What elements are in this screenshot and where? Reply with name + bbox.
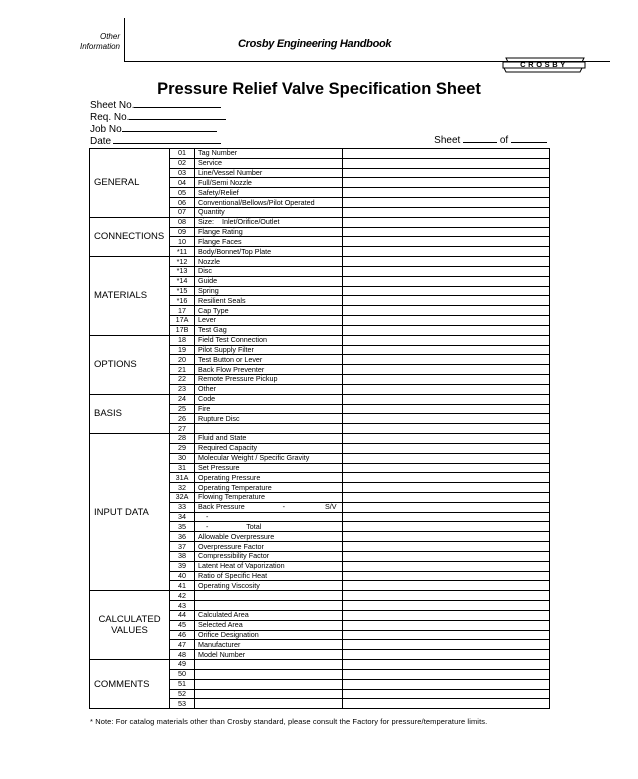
item-label: Fluid and State — [195, 434, 343, 444]
item-number: 31 — [170, 463, 195, 473]
table-row — [90, 660, 550, 670]
item-label: Model Number — [195, 650, 343, 660]
item-label: Back Flow Preventer — [195, 365, 343, 375]
sheet-of-field — [434, 134, 547, 146]
date-label: Date — [90, 136, 112, 147]
item-label: Safety/Relief — [195, 188, 343, 198]
sheet-no-blank[interactable] — [134, 98, 221, 108]
item-number: 32A — [170, 492, 195, 502]
table-row — [90, 591, 550, 601]
item-number: 50 — [170, 669, 195, 679]
item-value-cell[interactable] — [343, 257, 550, 267]
item-value-cell[interactable] — [343, 522, 550, 532]
item-number: 18 — [170, 335, 195, 345]
item-value-cell[interactable] — [343, 571, 550, 581]
item-label: Field Test Connection — [195, 335, 343, 345]
item-value-cell[interactable] — [343, 443, 550, 453]
item-label: Full/Semi Nozzle — [195, 178, 343, 188]
item-number: 04 — [170, 178, 195, 188]
item-number: 41 — [170, 581, 195, 591]
page-title: Pressure Relief Valve Specification Sheet — [157, 80, 481, 98]
item-number: 19 — [170, 345, 195, 355]
section-label: CALCULATED VALUES — [90, 591, 170, 660]
item-label: Conventional/Bellows/Pilot Operated — [195, 198, 343, 208]
footnote: * Note: For catalog materials other than Crosby standard, please consult the Factory for pressure/temperature limits. — [90, 717, 488, 726]
item-value-cell[interactable] — [343, 473, 550, 483]
item-value-cell[interactable] — [343, 699, 550, 709]
item-label: Cap Type — [195, 306, 343, 316]
item-label: Set Pressure — [195, 463, 343, 473]
item-label: Latent Heat of Vaporization — [195, 561, 343, 571]
item-number: 40 — [170, 571, 195, 581]
item-value-cell[interactable] — [343, 306, 550, 316]
item-number: 37 — [170, 542, 195, 552]
item-value-cell[interactable] — [343, 551, 550, 561]
item-number: 33 — [170, 502, 195, 512]
item-label: Other — [195, 384, 343, 394]
item-number: 35 — [170, 522, 195, 532]
item-label: Service — [195, 158, 343, 168]
item-label: Flange Faces — [195, 237, 343, 247]
item-value-cell[interactable] — [343, 296, 550, 306]
item-number: 09 — [170, 227, 195, 237]
item-value-cell[interactable] — [343, 650, 550, 660]
item-label: Nozzle — [195, 257, 343, 267]
item-label: - Total — [195, 522, 343, 532]
item-value-cell[interactable] — [343, 158, 550, 168]
item-number: 23 — [170, 384, 195, 394]
item-value-cell[interactable] — [343, 404, 550, 414]
item-value-cell[interactable] — [343, 453, 550, 463]
item-value-cell[interactable] — [343, 463, 550, 473]
table-row — [90, 394, 550, 404]
item-value-cell[interactable] — [343, 483, 550, 493]
item-number: 20 — [170, 355, 195, 365]
item-value-cell[interactable] — [343, 620, 550, 630]
item-value-cell[interactable] — [343, 188, 550, 198]
section-label: MATERIALS — [90, 257, 170, 336]
item-number: 32 — [170, 483, 195, 493]
job-no-blank[interactable] — [122, 122, 217, 132]
item-number: 39 — [170, 561, 195, 571]
item-label: Flowing Temperature — [195, 492, 343, 502]
item-value-cell[interactable] — [343, 375, 550, 385]
item-number: *15 — [170, 286, 195, 296]
item-value-cell[interactable] — [343, 286, 550, 296]
item-label: Size: Inlet/Orifice/Outlet — [195, 217, 343, 227]
item-number: 25 — [170, 404, 195, 414]
other-information-label — [62, 32, 120, 52]
item-value-cell[interactable] — [343, 561, 550, 571]
item-label: Manufacturer — [195, 640, 343, 650]
item-value-cell[interactable] — [343, 434, 550, 444]
date-field — [90, 134, 221, 148]
item-number: 36 — [170, 532, 195, 542]
item-number: 49 — [170, 660, 195, 670]
item-value-cell[interactable] — [343, 669, 550, 679]
item-label: Selected Area — [195, 620, 343, 630]
item-number: *11 — [170, 247, 195, 257]
section-label: COMMENTS — [90, 660, 170, 709]
item-number: 34 — [170, 512, 195, 522]
item-label: Flange Rating — [195, 227, 343, 237]
item-number: 02 — [170, 158, 195, 168]
item-value-cell[interactable] — [343, 610, 550, 620]
item-value-cell[interactable] — [343, 168, 550, 178]
specification-table-body — [90, 149, 550, 709]
side-label-line2: Information — [79, 42, 120, 51]
item-value-cell[interactable] — [343, 492, 550, 502]
item-value-cell[interactable] — [343, 394, 550, 404]
item-value-cell[interactable] — [343, 316, 550, 326]
item-label: Orifice Designation — [195, 630, 343, 640]
item-number: 07 — [170, 207, 195, 217]
handbook-title: Crosby Engineering Handbook — [238, 38, 392, 50]
item-label: Operating Temperature — [195, 483, 343, 493]
item-label: Lever — [195, 316, 343, 326]
item-label: Spring — [195, 286, 343, 296]
date-blank[interactable] — [113, 134, 221, 144]
item-label: - — [195, 512, 343, 522]
item-label: Quantity — [195, 207, 343, 217]
item-value-cell[interactable] — [343, 630, 550, 640]
item-value-cell[interactable] — [343, 502, 550, 512]
side-label-line1: Other — [99, 32, 120, 41]
of-label: of — [499, 135, 509, 146]
item-number: 38 — [170, 551, 195, 561]
item-number: 42 — [170, 591, 195, 601]
table-row — [90, 335, 550, 345]
item-number: 44 — [170, 610, 195, 620]
item-number: 28 — [170, 434, 195, 444]
item-value-cell[interactable] — [343, 217, 550, 227]
item-value-cell[interactable] — [343, 325, 550, 335]
item-value-cell[interactable] — [343, 276, 550, 286]
item-label: Disc — [195, 266, 343, 276]
item-label: Tag Number — [195, 149, 343, 159]
section-label: OPTIONS — [90, 335, 170, 394]
crosby-logo — [502, 56, 586, 74]
section-label: INPUT DATA — [90, 434, 170, 591]
item-number: *12 — [170, 257, 195, 267]
item-label — [195, 601, 343, 611]
item-number: 46 — [170, 630, 195, 640]
item-number: 17 — [170, 306, 195, 316]
item-number: *14 — [170, 276, 195, 286]
item-label: Resilient Seals — [195, 296, 343, 306]
item-label: Fire — [195, 404, 343, 414]
item-label — [195, 699, 343, 709]
item-label — [195, 669, 343, 679]
item-number: *13 — [170, 266, 195, 276]
item-label: Operating Pressure — [195, 473, 343, 483]
item-number: 45 — [170, 620, 195, 630]
item-value-cell[interactable] — [343, 345, 550, 355]
item-label — [195, 660, 343, 670]
item-value-cell[interactable] — [343, 591, 550, 601]
item-label — [195, 689, 343, 699]
item-label: Allowable Overpressure — [195, 532, 343, 542]
item-label: Line/Vessel Number — [195, 168, 343, 178]
item-value-cell[interactable] — [343, 365, 550, 375]
item-number: 22 — [170, 375, 195, 385]
item-label: Operating Viscosity — [195, 581, 343, 591]
item-number: 21 — [170, 365, 195, 375]
item-value-cell[interactable] — [343, 207, 550, 217]
item-label: Guide — [195, 276, 343, 286]
item-number: 43 — [170, 601, 195, 611]
item-label: Rupture Disc — [195, 414, 343, 424]
item-label — [195, 679, 343, 689]
item-value-cell[interactable] — [343, 689, 550, 699]
item-number: 52 — [170, 689, 195, 699]
item-number: 47 — [170, 640, 195, 650]
item-value-cell[interactable] — [343, 355, 550, 365]
item-number: 03 — [170, 168, 195, 178]
sheet-total-blank[interactable] — [511, 134, 547, 143]
item-number: 24 — [170, 394, 195, 404]
svg-text:CROSBY: CROSBY — [520, 60, 568, 69]
item-number: 05 — [170, 188, 195, 198]
item-number: *16 — [170, 296, 195, 306]
sheet-number-blank[interactable] — [463, 134, 497, 143]
item-number: 17A — [170, 316, 195, 326]
req-no-blank[interactable] — [129, 110, 226, 120]
item-label — [195, 424, 343, 434]
sheet-no-label: Sheet No. — [90, 100, 135, 111]
item-value-cell[interactable] — [343, 247, 550, 257]
item-label — [195, 591, 343, 601]
item-number: 29 — [170, 443, 195, 453]
header-divider-vertical — [124, 18, 125, 62]
item-value-cell[interactable] — [343, 227, 550, 237]
item-label: Code — [195, 394, 343, 404]
item-number: 48 — [170, 650, 195, 660]
item-value-cell[interactable] — [343, 679, 550, 689]
section-label: BASIS — [90, 394, 170, 433]
item-label: Test Gag — [195, 325, 343, 335]
table-row — [90, 434, 550, 444]
item-value-cell[interactable] — [343, 237, 550, 247]
item-label: Remote Pressure Pickup — [195, 375, 343, 385]
section-label: CONNECTIONS — [90, 217, 170, 256]
req-no-label: Req. No. — [90, 112, 130, 123]
item-label: Calculated Area — [195, 610, 343, 620]
table-row — [90, 217, 550, 227]
item-number: 31A — [170, 473, 195, 483]
item-number: 08 — [170, 217, 195, 227]
item-value-cell[interactable] — [343, 640, 550, 650]
item-value-cell[interactable] — [343, 532, 550, 542]
item-value-cell[interactable] — [343, 266, 550, 276]
item-label: Body/Bonnet/Top Plate — [195, 247, 343, 257]
item-label: Pilot Supply Filter — [195, 345, 343, 355]
item-label: Back Pressure - S/V — [195, 502, 343, 512]
item-number: 01 — [170, 149, 195, 159]
table-row — [90, 149, 550, 159]
specification-table — [89, 148, 550, 709]
item-number: 27 — [170, 424, 195, 434]
item-value-cell[interactable] — [343, 581, 550, 591]
item-value-cell[interactable] — [343, 198, 550, 208]
item-value-cell[interactable] — [343, 601, 550, 611]
item-value-cell[interactable] — [343, 335, 550, 345]
item-value-cell[interactable] — [343, 660, 550, 670]
job-no-label: Job No — [90, 124, 122, 135]
item-label: Overpressure Factor — [195, 542, 343, 552]
item-value-cell[interactable] — [343, 384, 550, 394]
item-value-cell[interactable] — [343, 414, 550, 424]
item-label: Required Capacity — [195, 443, 343, 453]
table-row — [90, 257, 550, 267]
item-number: 06 — [170, 198, 195, 208]
item-number: 30 — [170, 453, 195, 463]
item-label: Test Button or Lever — [195, 355, 343, 365]
item-number: 17B — [170, 325, 195, 335]
item-number: 10 — [170, 237, 195, 247]
item-value-cell[interactable] — [343, 542, 550, 552]
item-label: Molecular Weight / Specific Gravity — [195, 453, 343, 463]
item-value-cell[interactable] — [343, 424, 550, 434]
item-value-cell[interactable] — [343, 178, 550, 188]
sheet-of-label: Sheet — [434, 135, 461, 146]
item-number: 26 — [170, 414, 195, 424]
item-value-cell[interactable] — [343, 512, 550, 522]
item-label: Ratio of Specific Heat — [195, 571, 343, 581]
item-number: 53 — [170, 699, 195, 709]
section-label: GENERAL — [90, 149, 170, 218]
item-label: Compressibility Factor — [195, 551, 343, 561]
item-number: 51 — [170, 679, 195, 689]
item-value-cell[interactable] — [343, 149, 550, 159]
